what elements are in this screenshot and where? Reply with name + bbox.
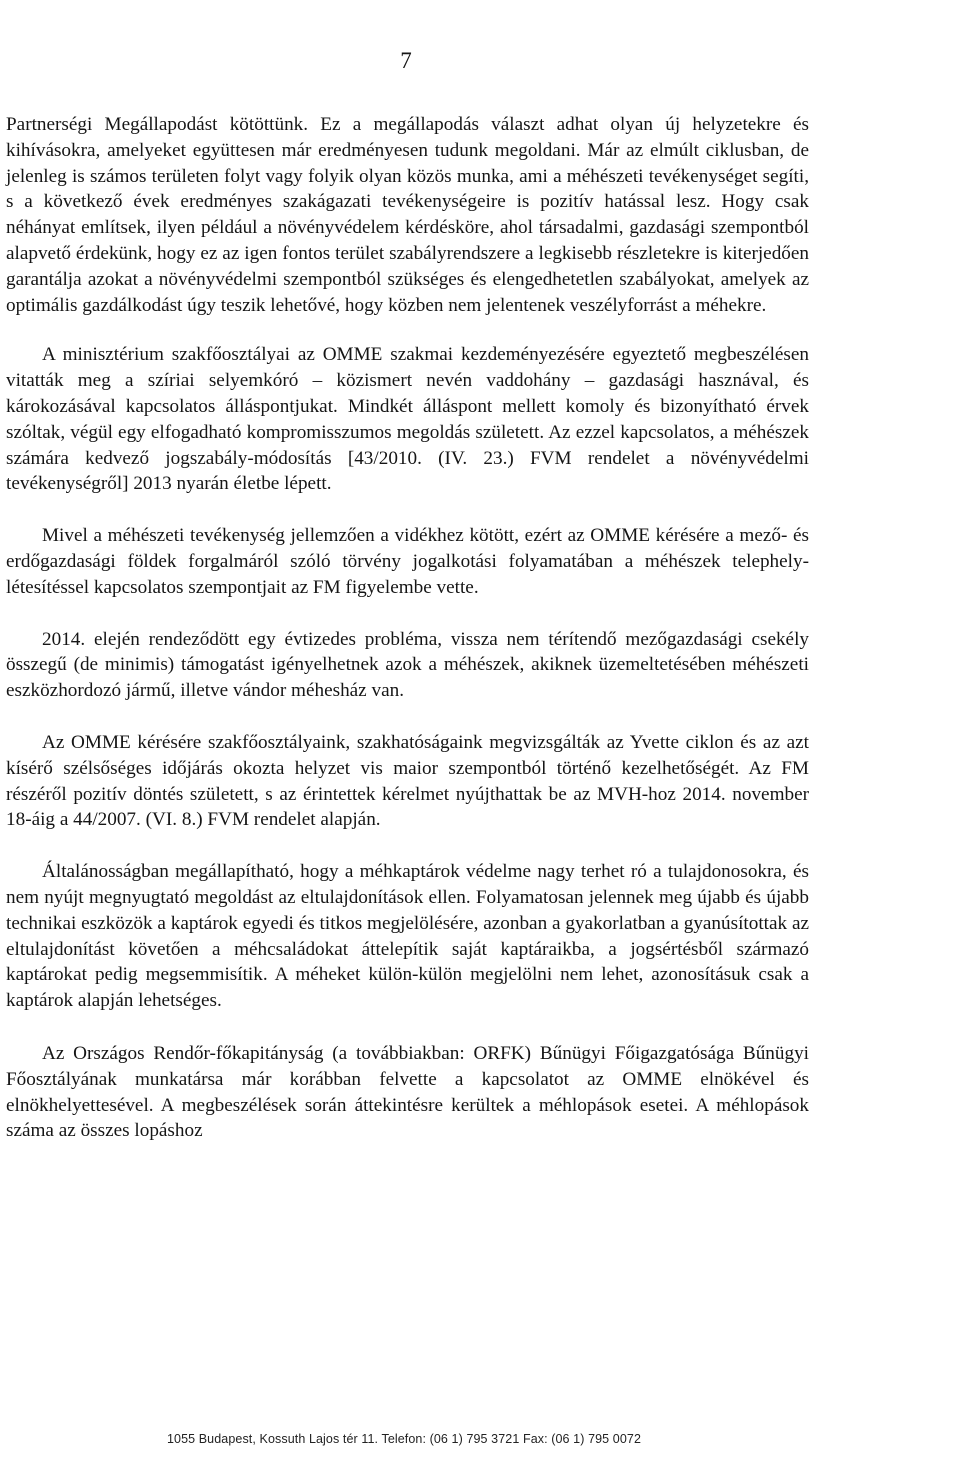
paragraph-hive-protection: Általánosságban megállapítható, hogy a méhkaptárok védelme nagy terhet ró a tulajdonosokra, és nem nyújt megnyugtató megoldást az eltulajdonítások ellen. Folyamatosan jelennek meg újabb és újabb technikai eszközök a kaptárok egyedi és titkos megjelölésére, azonban a gyakorlatban a gyanúsítottak az eltulajdonítást követően a méhcsaládokat áttelepítik saját kaptáraikba, a jogsértésből származó kaptárokat pedig megsemmisítik. A méheket külön-külön megjelölni nem lehet, azonosításuk csak a kaptárok alapján lehetséges. [6, 861, 809, 1012]
paragraph-de-minimis-support: 2014. elején rendeződött egy évtizedes probléma, vissza nem térítendő mezőgazdasági csekély összegű (de minimis) támogatást igényelhetnek azok a méhészek, akiknek üzemeltetésében méhészeti eszközhordozó jármű, illetve vándor méhesház van. [6, 628, 809, 702]
page-number: 7 [400, 48, 412, 73]
footer-address: 1055 Budapest, Kossuth Lajos tér 11. Telefon: (06 1) 795 3721 Fax: (06 1) 795 0072 [166, 1432, 642, 1446]
paragraph-partnership-agreement: Partnerségi Megállapodást kötöttünk. Ez a megállapodás választ adhat olyan új helyzetekre és kihívásokra, amelyeket együttesen már eredményesen tudunk megoldani. Már az elmúlt ciklusban, de jelenleg is számos területen folyt vagy folyik olyan közös munka, ami a méhészeti tevékenységet segíti, s a következő évek eredményes szakágazati tevékenységeire is pozitív hatással lesz. Hogy csak néhányat említsek, ilyen például a növényvédelem kérdésköre, ahol társadalmi, gazdasági szempontból alapvető érdekünk, hogy ez az igen fontos terület szabályrendszere a legkisebb részletekre is kiterjedően garantálja azokat a növényvédelmi szempontból szükséges és elengedhetetlen szabályokat, amelyek az optimális gazdálkodást úgy teszik lehetővé, hogy közben nem jelentenek veszélyforrást a méhekre. [6, 114, 809, 316]
paragraph-yvette-cyclone: Az OMME kérésére szakfőosztályaink, szakhatóságaink megvizsgálták az Yvette ciklon és az azt kísérő szélsőséges időjárás okozta helyzet vis maior szempontból történő kezelhetőségét. Az FM részéről pozitív döntés született, s az érintettek kérelmet nyújthattak be az MVH-hoz 2014. november 18-áig a 44/2007. (VI. 8.) FVM rendelet alapján. [6, 731, 809, 831]
document-body [6, 112, 809, 1144]
paragraph-milkweed-regulation: A minisztérium szakfőosztályai az OMME szakmai kezdeményezésére egyeztető megbeszélésen vitatták meg a szíriai selyemkóró – közismert nevén vaddohány – gazdasági hasznával, és károkozásával kapcsolatos álláspontjukat. Mindkét álláspont mellett komoly és bizonyítható érvek szóltak, végül egy elfogadható kompromisszumos megoldás született. Az ezzel kapcsolatos, a méhészek számára kedvező jogszabály-módosítás [43/2010. (IV. 23.) FVM rendelet a növényvédelmi tevékenységről] 2013 nyarán életbe lépett. [6, 344, 809, 495]
page-footer [0, 1432, 960, 1446]
paragraph-land-law: Mivel a méhészeti tevékenység jellemzően a vidékhez kötött, ezért az OMME kérésére a mező- és erdőgazdasági földek forgalmáról szóló törvény jogalkotási folyamatában a méhészek telephely-létesítéssel kapcsolatos szempontjait az FM figyelembe vette. [6, 525, 809, 598]
paragraph-police-cooperation: Az Országos Rendőr-főkapitányság (a továbbiakban: ORFK) Bűnügyi Főigazgatósága Bűnügyi Főosztályának munkatársa már korábban felvette a kapcsolatot az OMME elnökével és elnökhelyettesével. A megbeszélések során áttekintésre kerültek a méhlopások esetei. A méhlopások száma az összes lopáshoz [6, 1042, 809, 1142]
